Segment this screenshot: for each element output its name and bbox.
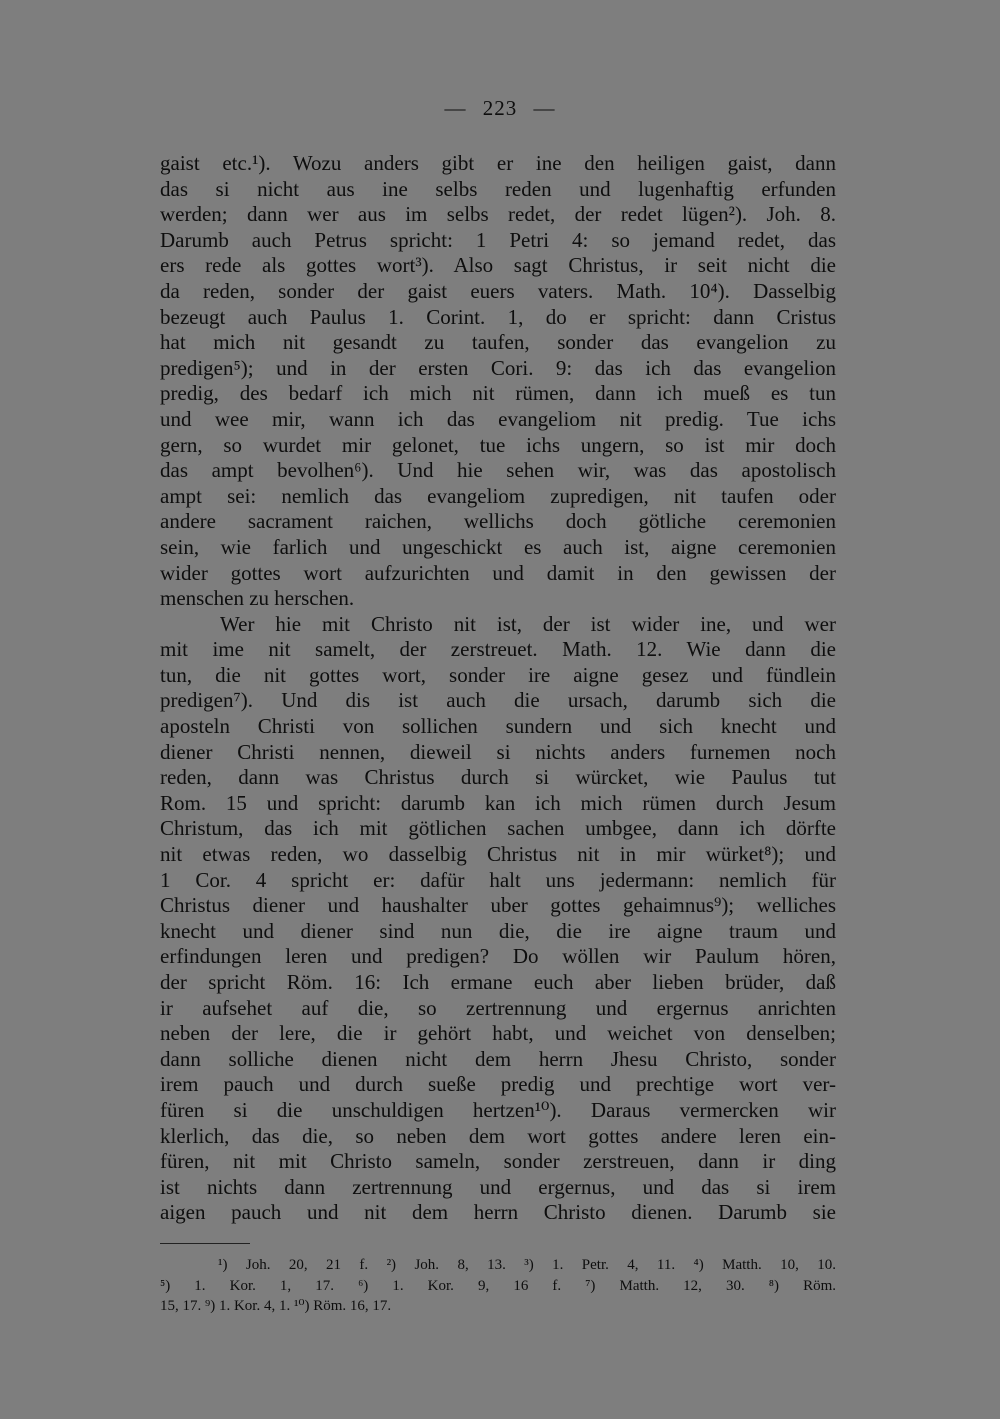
- text-line: aigen pauch und nit dem herrn Christo dienen. Darumb sie: [160, 1200, 836, 1225]
- page-number: — 223 —: [444, 96, 556, 120]
- text-line: Rom. 15 und spricht: darumb kan ich mich rümen durch Jesum: [160, 790, 836, 815]
- text-line: das si nicht aus ine selbs reden und lugenhaftig erfunden: [160, 176, 836, 201]
- footnote-line: ¹) Joh. 20, 21 f. ²) Joh. 8, 13. ³) 1. Petr. 4, 11. ⁴) Matth. 10, 10.: [218, 1257, 836, 1273]
- text-line: irem pauch und durch sueße predig und prechtige wort ver-: [160, 1072, 836, 1097]
- footnote-line: 15, 17. ⁹) 1. Kor. 4, 1. ¹⁰) Röm. 16, 17.: [160, 1298, 392, 1314]
- text-line: hat mich nit gesandt zu taufen, sonder das evangelion zu: [160, 330, 836, 355]
- text-line: ampt sei: nemlich das evangeliom zupredigen, nit taufen oder: [160, 483, 836, 508]
- text-line: neben der lere, die ir gehört habt, und weichet von denselben;: [160, 1021, 836, 1046]
- text-line: tun, die nit gottes wort, sonder ire aigne gesez und fündlein: [160, 662, 836, 687]
- text-line: reden, dann was Christus durch si würcket, wie Paulus tut: [160, 765, 836, 790]
- footnote-line: ⁵) 1. Kor. 1, 17. ⁶) 1. Kor. 9, 16 f. ⁷) Matth. 12, 30. ⁸) Röm.: [160, 1277, 836, 1294]
- text-line: predig, des bedarf ich mich nit rümen, dann ich mueß es tun: [160, 381, 836, 406]
- text-line: und wee mir, wann ich das evangeliom nit predig. Tue ichs: [160, 406, 836, 431]
- text-line: aposteln Christi von sollichen sundern und sich knecht und: [160, 714, 836, 739]
- text-line: Christus diener und haushalter uber gottes gehaimnus⁹); welliches: [160, 893, 836, 918]
- text-line: predigen⁵); und in der ersten Cori. 9: das ich das evangelion: [160, 355, 836, 380]
- text-line: der spricht Röm. 16: Ich ermane euch aber lieben brüder, daß: [160, 970, 836, 994]
- text-line: andere sacrament raichen, wellichs doch götliche ceremonien: [160, 509, 836, 534]
- text-line: menschen zu herschen.: [160, 586, 355, 611]
- text-line: bezeugt auch Paulus 1. Corint. 1, do er spricht: dann Cristus: [160, 304, 836, 329]
- text-line: 1 Cor. 4 spricht er: dafür halt uns jedermann: nemlich für: [160, 867, 836, 892]
- text-line: erfindungen leren und predigen? Do wöllen wir Paulum hören,: [160, 944, 836, 969]
- text-line: füren si die unschuldigen hertzen¹⁰). Daraus vermercken wir: [160, 1097, 836, 1122]
- body-text: [160, 151, 836, 1226]
- text-line: ist nichts dann zertrennung und ergernus, und das si irem: [160, 1174, 836, 1199]
- text-line: gaist etc.¹). Wozu anders gibt er ine den heiligen gaist, dann: [160, 151, 836, 175]
- text-line: diener Christi nennen, dieweil si nichts anders furnemen noch: [160, 739, 836, 764]
- text-line: füren, nit mit Christo sameln, sonder zerstreuen, dann ir ding: [160, 1149, 836, 1174]
- footnote-divider: [160, 1243, 250, 1244]
- text-line: ir aufsehet auf die, so zertrennung und ergernus anrichten: [160, 995, 836, 1020]
- text-line: nit etwas reden, wo dasselbig Christus nit in mir würket⁸); und: [160, 842, 836, 867]
- text-line: ers rede als gottes wort³). Also sagt Christus, ir seit nicht die: [160, 253, 836, 278]
- text-line: mit ime nit samelt, der zerstreuet. Math. 12. Wie dann die: [160, 637, 836, 662]
- text-line: sein, wie farlich und ungeschickt es auch ist, aigne ceremonien: [160, 534, 836, 559]
- text-line: werden; dann wer aus im selbs redet, der redet lügen²). Joh. 8.: [160, 202, 836, 227]
- text-line: knecht und diener sind nun die, die ire aigne traum und: [160, 918, 836, 943]
- footnotes: [160, 1255, 836, 1317]
- text-line: klerlich, das die, so neben dem wort gottes andere leren ein-: [160, 1123, 836, 1148]
- text-line: Darumb auch Petrus spricht: 1 Petri 4: so jemand redet, das: [160, 227, 836, 252]
- text-line: dann solliche dienen nicht dem herrn Jhesu Christo, sonder: [160, 1046, 836, 1071]
- text-line: gern, so wurdet mir gelonet, tue ichs ungern, so ist mir doch: [160, 432, 836, 457]
- text-line: Christum, das ich mit götlichen sachen umbgee, dann ich dörfte: [160, 816, 836, 841]
- paragraph-start-line: Wer hie mit Christo nit ist, der ist wider ine, und wer: [220, 611, 836, 636]
- text-line: predigen⁷). Und dis ist auch die ursach, darumb sich die: [160, 688, 836, 713]
- text-line: das ampt bevolhen⁶). Und hie sehen wir, was das apostolisch: [160, 458, 836, 483]
- text-line: da reden, sonder der gaist euers vaters. Math. 10⁴). Dasselbig: [160, 278, 836, 303]
- text-line: wider gottes wort aufzurichten und damit in den gewissen der: [160, 560, 836, 585]
